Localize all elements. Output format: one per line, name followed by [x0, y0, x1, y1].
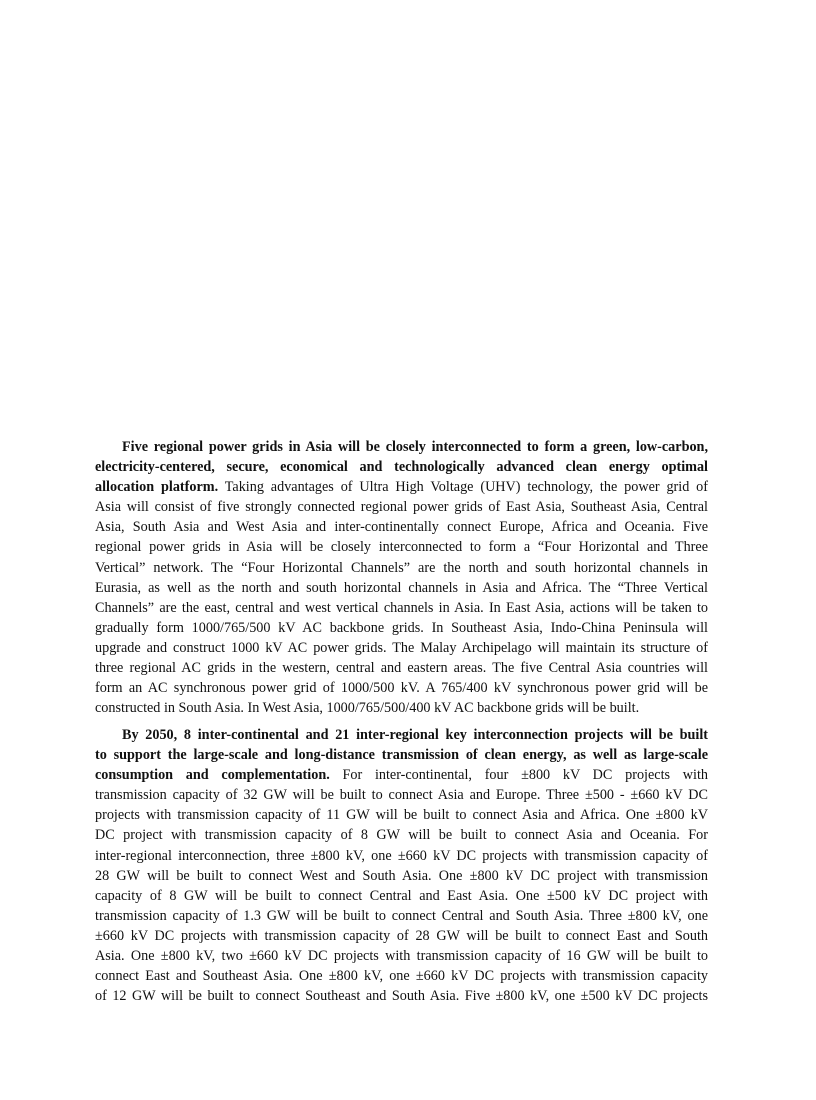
body-text: constructed in South Asia. In West Asia, 1000/765/500/400 kV AC backbone grids will be built. [95, 700, 640, 717]
text-line [95, 785, 708, 805]
text-line [95, 886, 708, 906]
text-line [95, 537, 708, 557]
body-text: For inter-continental, four ±800 kV DC projects with [329, 767, 708, 784]
body-text: Vertical” network. The “Four Horizontal Channels” are the north and south horizontal channels in [95, 559, 708, 576]
text-line [95, 658, 708, 678]
bold-lead-text: electricity-centered, secure, economical and technologically advanced clean energy optimal [95, 459, 708, 476]
paragraph-asia-grid-platform [95, 437, 708, 718]
body-text: transmission capacity of 32 GW will be built to connect Asia and Europe. Three ±500 - ±660 kV DC [95, 787, 708, 804]
body-text: Asia. One ±800 kV, two ±660 kV DC projects with transmission capacity of 16 GW will be built to [95, 948, 708, 965]
text-line [95, 825, 708, 845]
text-line [95, 497, 708, 517]
text-line [95, 598, 708, 618]
body-text: regional power grids in Asia will be closely interconnected to form a “Four Horizontal and Three [95, 539, 708, 556]
body-text: Asia will consist of five strongly connected regional power grids of East Asia, Southeast Asia, Central [95, 499, 708, 516]
text-line [95, 457, 708, 477]
body-text: Eurasia, as well as the north and south horizontal channels in Asia and Africa. The “Three Vertical [95, 579, 708, 596]
body-text: Asia, South Asia and West Asia and inter-continentally connect Europe, Africa and Oceania. Five [95, 519, 708, 536]
body-text: transmission capacity of 1.3 GW will be built to connect Central and South Asia. Three ±800 kV, one [95, 907, 708, 924]
text-line [95, 638, 708, 658]
body-text: gradually form 1000/765/500 kV AC backbone grids. In Southeast Asia, Indo-China Peninsula will [95, 619, 708, 636]
bold-lead-text: By 2050, 8 inter-continental and 21 inter-regional key interconnection projects will be built [122, 727, 708, 743]
body-text: Taking advantages of Ultra High Voltage (UHV) technology, the power grid of [218, 479, 708, 496]
text-line [95, 966, 708, 986]
text-line [95, 805, 708, 825]
body-text: upgrade and construct 1000 kV AC power grids. The Malay Archipelago will maintain its structure of [95, 639, 708, 656]
text-line [95, 866, 708, 886]
text-line [95, 517, 708, 537]
text-line [95, 437, 708, 457]
body-text: inter-regional interconnection, three ±800 kV, one ±660 kV DC projects with transmission capacity of [95, 847, 708, 864]
text-line [95, 698, 708, 718]
body-text: form an AC synchronous power grid of 1000/500 kV. A 765/400 kV synchronous power grid will be [95, 680, 708, 697]
text-line [95, 725, 708, 745]
body-text: Channels” are the east, central and west vertical channels in Asia. In East Asia, actions will be taken to [95, 599, 708, 616]
body-text: 28 GW will be built to connect West and South Asia. One ±800 kV DC project with transmission [95, 867, 708, 884]
text-line [95, 946, 708, 966]
bold-lead-text: to support the large-scale and long-distance transmission of clean energy, as well as large-scale [95, 747, 708, 764]
text-line [95, 477, 708, 497]
body-text: capacity of 8 GW will be built to connect Central and East Asia. One ±500 kV DC project with [95, 887, 708, 904]
text-line [95, 846, 708, 866]
body-text: connect East and Southeast Asia. One ±800 kV, one ±660 kV DC projects with transmission capacity [95, 968, 708, 985]
text-line [95, 578, 708, 598]
text-line [95, 986, 708, 1006]
text-line [95, 906, 708, 926]
paragraph-interconnection-projects [95, 725, 708, 1006]
text-line [95, 678, 708, 698]
text-line [95, 558, 708, 578]
body-text: ±660 kV DC projects with transmission capacity of 28 GW will be built to connect East and South [95, 927, 708, 944]
bold-lead-text: allocation platform. [95, 479, 219, 496]
text-line [95, 618, 708, 638]
body-text: of 12 GW will be built to connect Southeast and South Asia. Five ±800 kV, one ±500 kV DC projects [95, 988, 708, 1005]
bold-lead-text: Five regional power grids in Asia will be closely interconnected to form a green, low-carbon, [122, 439, 708, 455]
text-line [95, 926, 708, 946]
bold-lead-text: consumption and complementation. [95, 767, 330, 784]
body-text: three regional AC grids in the western, central and eastern areas. The five Central Asia countries will [95, 660, 708, 677]
body-text: DC project with transmission capacity of 8 GW will be built to connect Asia and Oceania. For [95, 827, 708, 844]
body-text: projects with transmission capacity of 11 GW will be built to connect Asia and Africa. One ±800 kV [95, 807, 708, 824]
text-line [95, 745, 708, 765]
text-line [95, 765, 708, 785]
